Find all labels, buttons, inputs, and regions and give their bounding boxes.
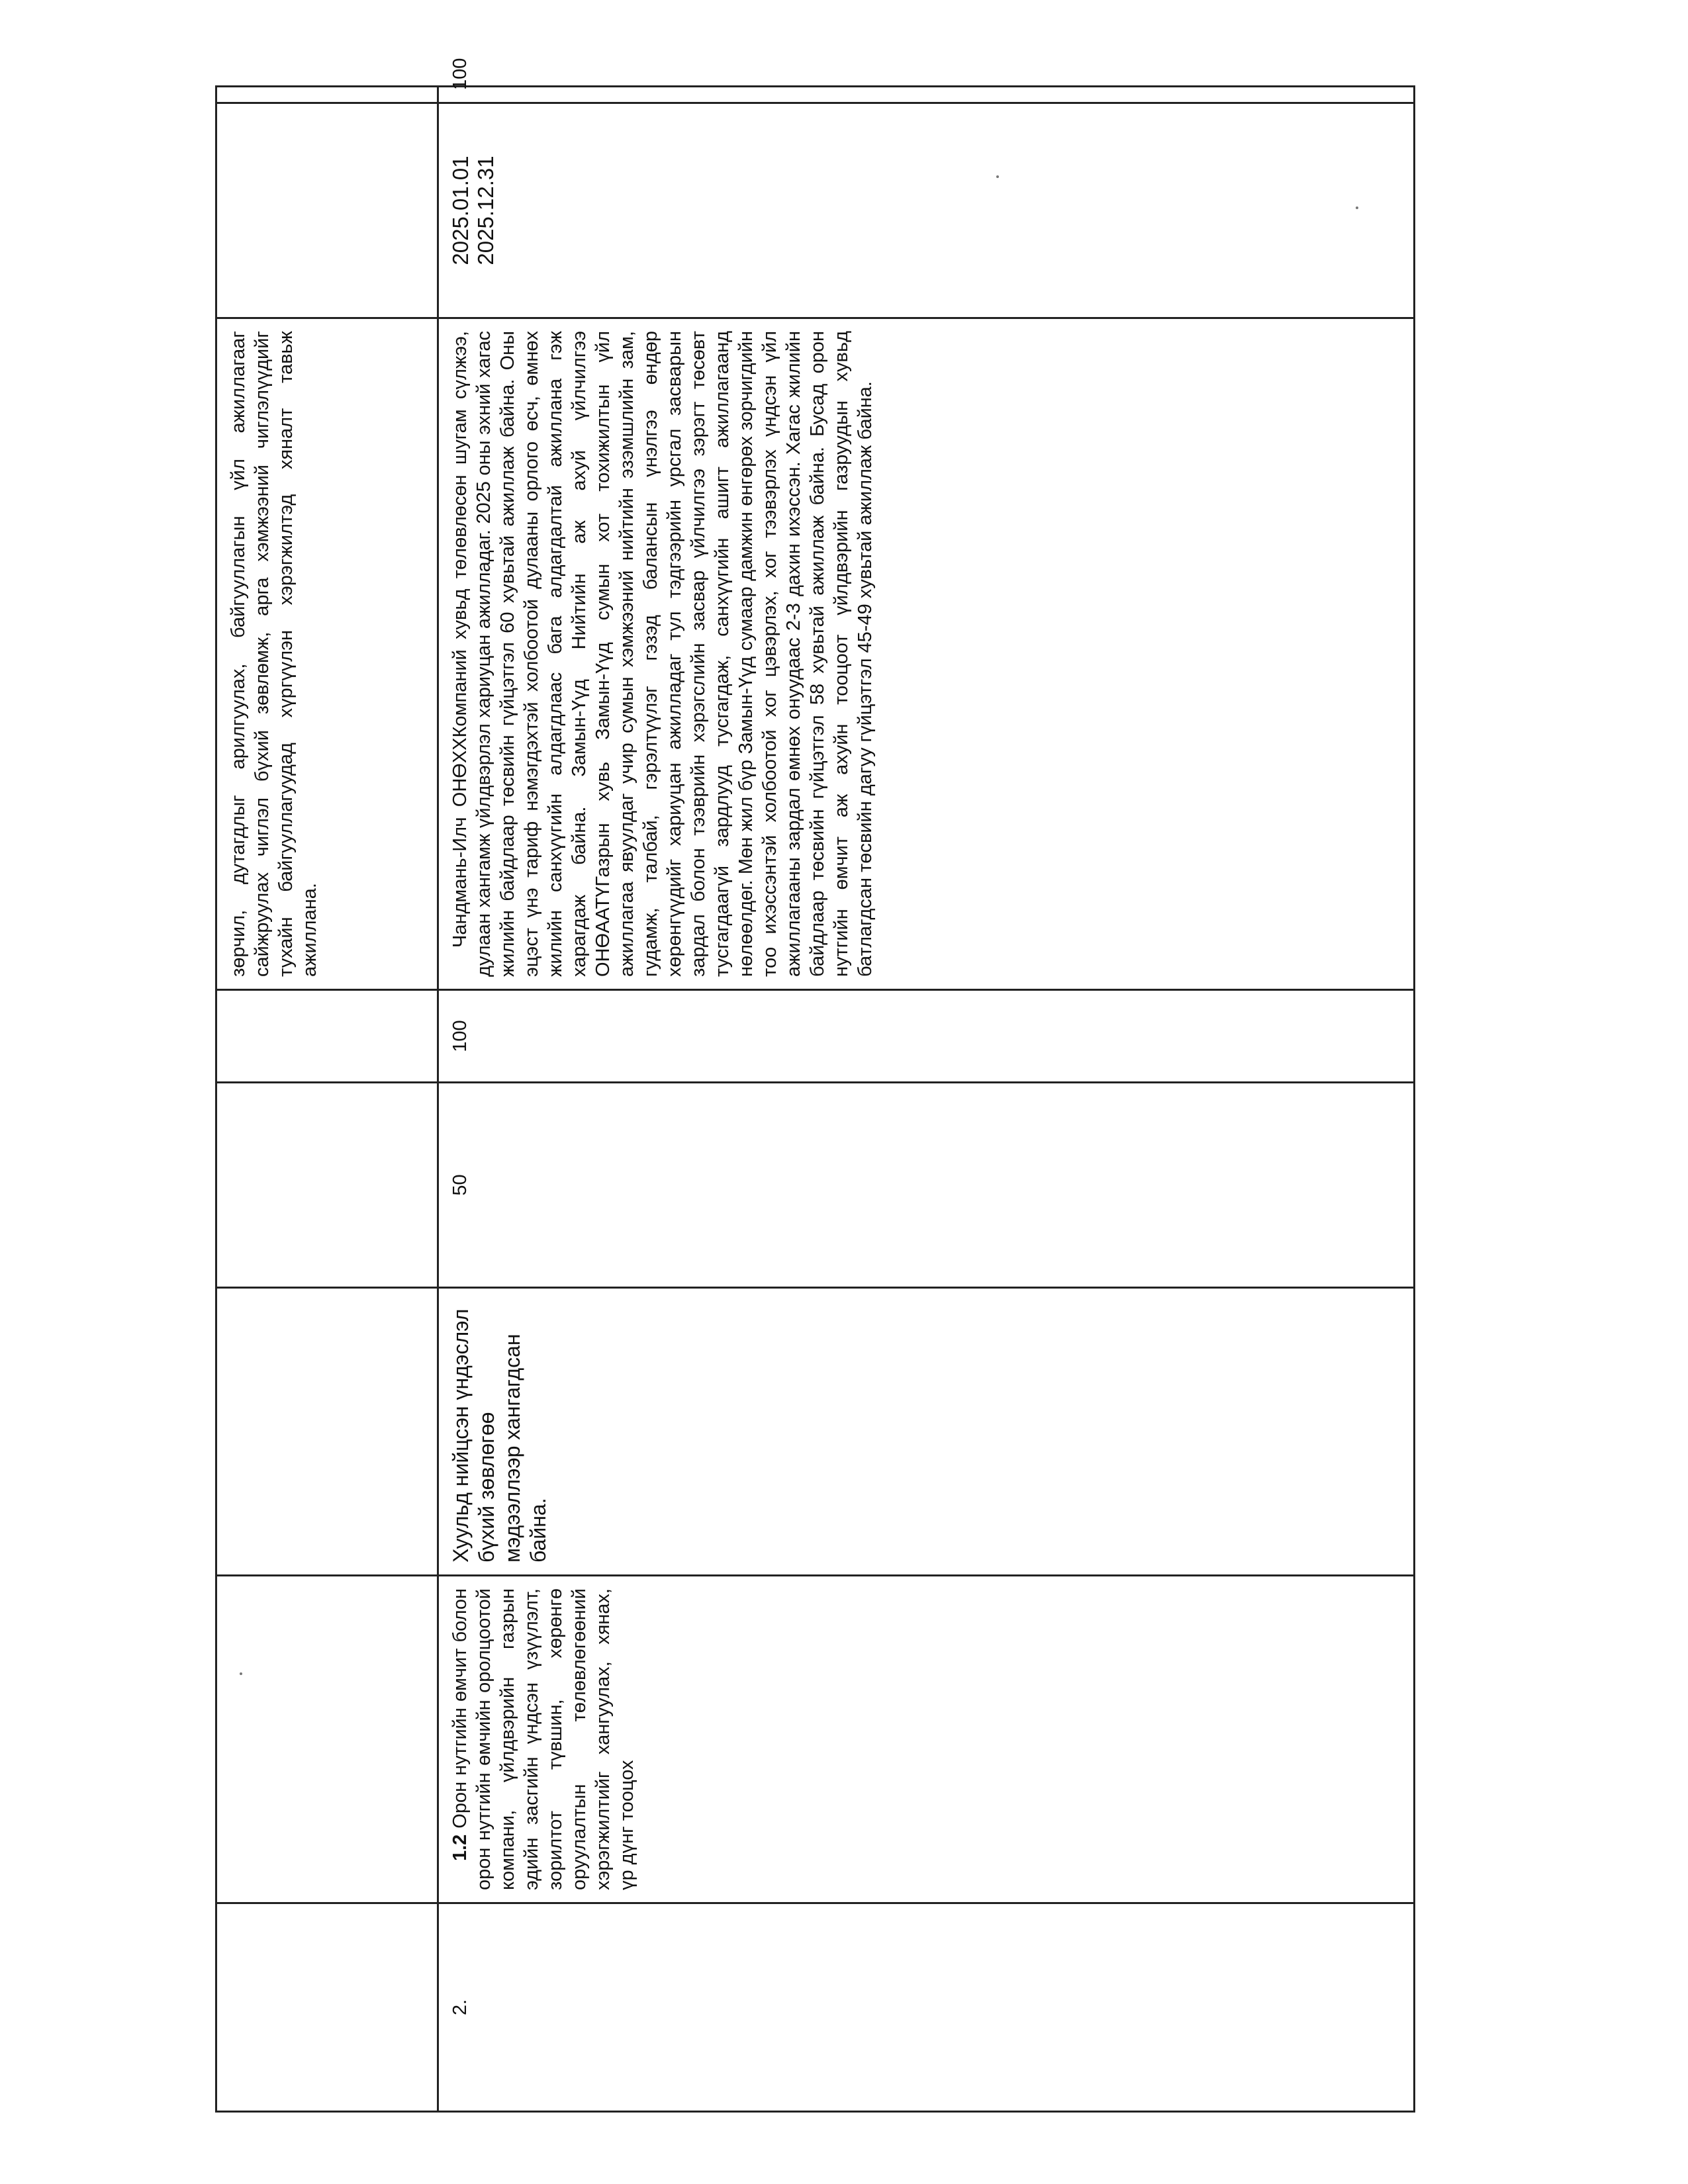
end-date: 2025.12.31 — [473, 156, 498, 265]
task-cell — [438, 1576, 1415, 1903]
table-row — [438, 87, 1415, 2112]
percent-value: 100 — [438, 87, 1415, 103]
description-text: зөрчил, дутагдлыг арилгуулах, байгууллагын үйл ажиллагааг сайжруулах чиглэл бүхий зөвлөмж, арга хэмжээний чиглэлүүдийг тухайн байгууллагуудад хүргүүлэн хэрэгжилтэд хяналт тавьж ажиллана. — [228, 331, 320, 977]
baseline-cell — [216, 1083, 438, 1288]
date-cell — [216, 103, 438, 318]
description-cell — [438, 318, 1415, 990]
baseline-value: 50 — [438, 1083, 1415, 1288]
scan-speck — [996, 175, 999, 178]
indicator-cell — [438, 1288, 1415, 1576]
number-cell — [216, 1903, 438, 2112]
description-cell — [216, 318, 438, 990]
scan-speck — [240, 1672, 242, 1675]
description-text: Чандмань-Илч ОНӨХХКомпаний хувьд төлөвлөсөн шугам сүлжээ, дулаан хангамж үйлдвэрлэл хариуцан ажилладаг. 2025 оны эхний хагас жилийн байдлаар төсвийн гүйцэтгэл 60 хувьтай ажиллаж байна. Оны эцэст үнэ тариф нэмэгдэхтэй холбоотой дулааны орлого өсч, өмнөх жилийн санхүүгийн алдагдлаас бага алдагдалтай ажиллана гэж харагдаж байна. Замын-Үүд Нийтийн аж ахуй үйлчилгээ ОНӨААТҮГазрын хувь Замын-Үүд сумын хот тохижилтын үйл ажиллагаа явуулдаг учир сумын хэмжээний нийтийн эзэмшлийн зам, гудамж, талбай, гэрэлтүүлэг гэзэд балансын үнэлгээ өндөр хөрөнгүүдийг хариуцан ажилладаг тул тэдгээрийн урсгал засварын зардал болон тээврийн хэрэгслийн засвар үйлчилгээ зэрэгт төсөвт тусгагдаагүй зардлууд тусгагдаж, санхүүгийн ашигт ажиллагаанд нөлөөлдөг. Мөн жил бүр Замын-Үүд сумаар дамжин өнгөрөх зорчигдийн тоо ихэссэнтэй холбоотой хог цэвэрлэх, хог тээвэрлэх үндсэн үйл ажиллагааны зардал өмнөх онуудаас 2-3 дахин ихэссэн. Хагас жилийн байдлаар төсвийн гүйцэтгэл 58 хувьтай ажиллаж байна. Бусад орон нутгийн өмчит аж ахуйн тооцоот үйлдвэрийн газруудын хувьд батлагдсан төсвийн дагуу гүйцэтгэл 45-49 хувьтай ажиллаж байна. — [449, 331, 876, 977]
plan-table — [215, 58, 1415, 2113]
start-date: 2025.01.01 — [448, 156, 473, 265]
date-cell — [438, 103, 1415, 318]
task-code: 1.2 — [449, 1834, 471, 1861]
rotated-table-page — [215, 58, 1413, 2113]
task-cell — [216, 1576, 438, 1903]
table-row — [216, 87, 438, 2112]
indicator-text: Хуульд нийцсэн үндэслэл бүхий зөвлөгөө мэдээллээр хангагдсан байна. — [449, 1308, 550, 1563]
target-value: 100 — [438, 990, 1415, 1083]
scan-speck — [1356, 206, 1358, 209]
percent-cell — [216, 87, 438, 103]
row-number: 2. — [438, 1903, 1415, 2112]
indicator-cell — [216, 1288, 438, 1576]
task-text: Орон нутгийн өмчит болон орон нутгийн өмчийн оролцоотой компани, үйлдвэрийн газрын эдийн засгийн үндсэн үзүүлэлт, зорилтот түвшин, хөрөнгө оруулалтын төлөвлөгөөний хэрэгжилтийг хангуулах, хянах, үр дүнг тооцох — [449, 1588, 637, 1890]
target-cell — [216, 990, 438, 1083]
